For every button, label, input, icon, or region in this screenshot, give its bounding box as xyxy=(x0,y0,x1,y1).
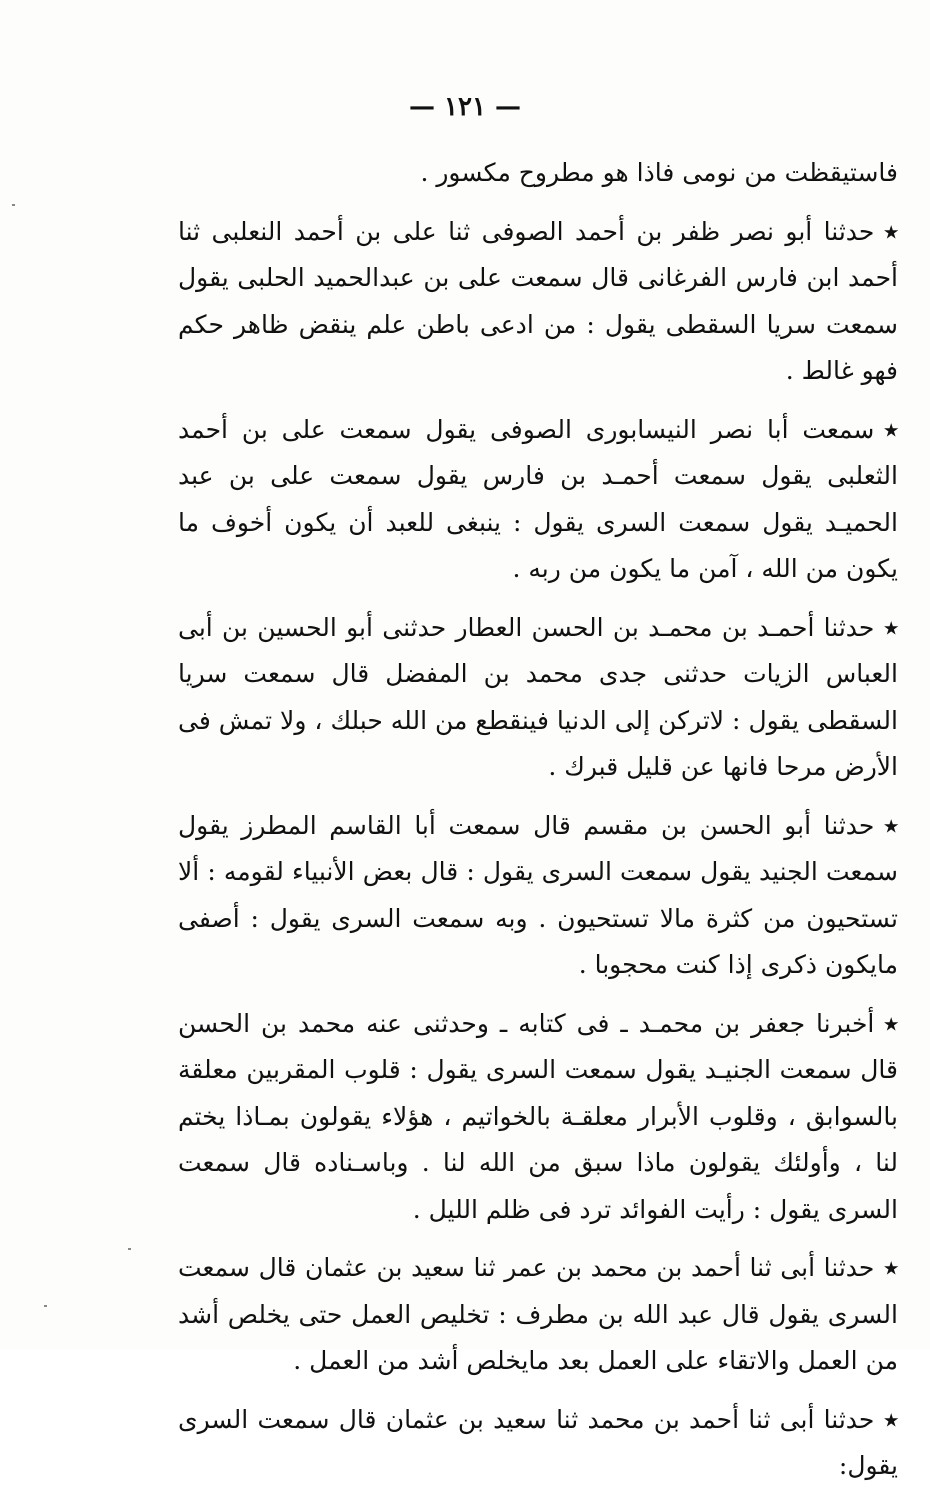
paragraph-2 xyxy=(178,407,898,593)
paragraph-text: حدثنا أبى ثنا أحمد بن محمد ثنا سعيد بن عثمان قال سمعت السرى يقول: xyxy=(178,1404,898,1480)
paragraph-text: سمعت أبا نصر النيسابورى الصوفى يقول سمعت على بن أحمد الثعلبى يقول سمعت أحمـد بن فارس يقول سمعت على بن عبد الحميـد يقول سمعت السرى يقول : ينبغى للعبد أن يكون أخوف ما يكون من الله ، آمن ما يكون من ربه . xyxy=(178,414,898,583)
paragraph-text: حدثنا أبو نصر ظفر بن أحمد الصوفى ثنا على بن أحمد النعلبى ثنا أحمد ابن فارس الفرغانى قال سمعت على بن عبدالحميد الحلبى يقول سمعت سريا السقطى يقول : من ادعى باطن علم ينقض ظاهر حكم فهو غالط . xyxy=(178,216,898,385)
paragraph-5 xyxy=(178,1001,898,1234)
scan-speck xyxy=(12,204,15,206)
bullet-mark: ٭ xyxy=(884,612,898,642)
opening-line: فاستيقظت من نومى فاذا هو مطروح مكسور . xyxy=(420,158,898,187)
bullet-mark: ٭ xyxy=(884,1008,898,1038)
paragraph-4 xyxy=(178,803,898,989)
paragraph-text: حدثنا أبو الحسن بن مقسم قال سمعت أبا القاسم المطرز يقول سمعت الجنيد يقول سمعت السرى يقول : قال بعض الأنبياء لقومه : ألا تستحيون من كثرة مالا تستحيون . وبه سمعت السرى يقول : أصفى مايكون ذكرى إذا كنت محجوبا . xyxy=(178,810,898,979)
scan-speck xyxy=(128,1248,131,1250)
paragraph-7 xyxy=(178,1397,898,1490)
paragraph-6 xyxy=(178,1245,898,1385)
paragraph-3 xyxy=(178,605,898,791)
paragraph-text: حدثنا أبى ثنا أحمد بن محمد بن عمر ثنا سعيد بن عثمان قال سمعت السرى يقول قال عبد الله بن مطرف : تخليص العمل حتى يخلص أشد من العمل والاتقاء على العمل بعد مايخلص أشد من العمل . xyxy=(178,1253,898,1375)
scan-speck xyxy=(44,1305,47,1307)
paragraph-text: أخبرنا جعفر بن محمـد ـ فى كتابه ـ وحدثنى عنه محمد بن الحسن قال سمعت الجنيـد يقول سمعت السرى يقول : قلوب المقربين معلقة بالسوابق ، وقلوب الأبرار معلقـة بالخواتيم ، هؤلاء يقولون بمـاذا يختم لنا ، وأولئك يقولون ماذا سبق من الله لنا . وباسـناده قال سمعت السرى يقول : رأيت الفوائد ترد فى ظلم الليل . xyxy=(178,1008,898,1224)
bullet-mark: ٭ xyxy=(884,216,898,246)
bullet-mark: ٭ xyxy=(884,810,898,840)
bullet-mark: ٭ xyxy=(884,1253,898,1282)
bullet-mark: ٭ xyxy=(884,414,898,444)
page-number: — ١٢١ — xyxy=(408,92,522,122)
bullet-mark: ٭ xyxy=(884,1404,898,1434)
paragraph-1 xyxy=(178,209,898,395)
paragraph-text: حدثنا أحمـد بن محمـد بن الحسن العطار حدثنى أبو الحسين بن أبى العباس الزيات حدثنى جدى محمد بن المفضل قال سمعت سريا السقطى يقول : لاتركن إلى الدنيا فينقطع من الله حبلك ، ولا تمش فى الأرض مرحا فانها عن قليل قبرك . xyxy=(178,612,898,781)
page-body xyxy=(178,150,898,1502)
